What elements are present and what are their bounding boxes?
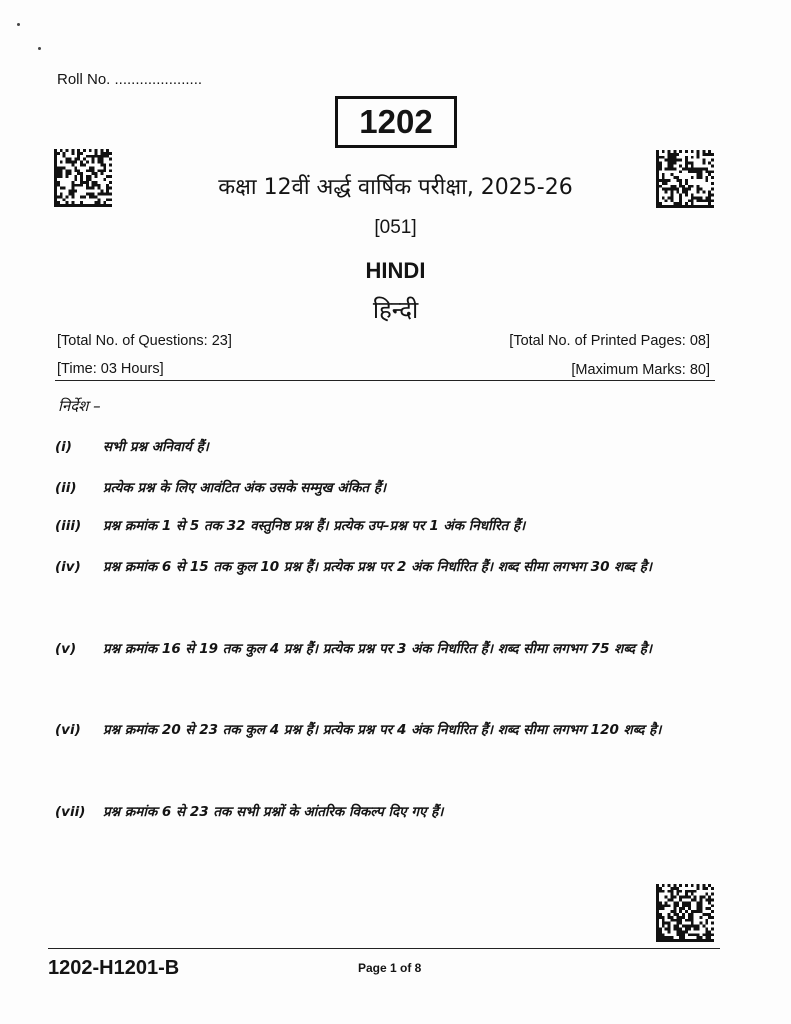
instruction-text: प्रश्न क्रमांक 20 से 23 तक कुल 4 प्रश्न हैं। प्रत्येक प्रश्न पर 4 अंक निर्धारित हैं। शब्द सीमा लगभग 120 शब्द है। [103,722,662,738]
footer-paper-code: 1202-H1201-B [48,957,180,979]
subject-english: HINDI [365,258,426,283]
subject-hindi: हिन्दी [372,296,419,324]
instruction-number: (iii) [55,518,82,534]
instruction-item [55,545,720,589]
instruction-item [55,708,720,752]
paper-code: [051] [374,217,417,238]
time-allowed: [Time: 03 Hours] [57,361,164,377]
instruction-item [55,627,720,671]
instruction-item [55,790,720,834]
instructions-heading: निर्देश – [58,397,101,415]
qr-code-icon [656,884,714,942]
total-pages: [Total No. of Printed Pages: 08] [509,333,710,349]
instruction-number: (iv) [55,559,81,575]
instruction-number: (v) [55,641,77,657]
instruction-text: सभी प्रश्न अनिवार्य हैं। [103,439,209,455]
instruction-number: (ii) [55,480,77,496]
header-divider [55,380,715,381]
instruction-number: (vii) [55,804,86,820]
paper-number-box: 1202 [335,96,457,148]
instruction-text: प्रश्न क्रमांक 16 से 19 तक कुल 4 प्रश्न हैं। प्रत्येक प्रश्न पर 3 अंक निर्धारित हैं। शब्द सीमा लगभग 75 शब्द है। [103,641,652,657]
roll-number-field: Roll No. ..................... [57,71,203,88]
exam-title: कक्षा 12वीं अर्द्ध वार्षिक परीक्षा, 2025-26 [218,175,573,200]
qr-code-icon [54,149,112,207]
instruction-text: प्रश्न क्रमांक 6 से 23 तक सभी प्रश्नों के आंतरिक विकल्प दिए गए हैं। [103,804,444,820]
instruction-text: प्रश्न क्रमांक 1 से 5 तक 32 वस्तुनिष्ठ प्रश्न हैं। प्रत्येक उप–प्रश्न पर 1 अंक निर्धारित हैं। [103,518,526,534]
instruction-number: (vi) [55,722,81,738]
page-number: Page 1 of 8 [358,961,422,975]
instruction-item [55,425,720,469]
total-questions: [Total No. of Questions: 23] [57,333,232,349]
instruction-number: (i) [55,439,72,455]
instruction-item [55,504,720,548]
instruction-text: प्रश्न क्रमांक 6 से 15 तक कुल 10 प्रश्न हैं। प्रत्येक प्रश्न पर 2 अंक निर्धारित हैं। शब्द सीमा लगभग 30 शब्द है। [103,559,652,575]
footer-divider [48,948,720,949]
instruction-text: प्रत्येक प्रश्न के लिए आवंटित अंक उसके सम्मुख अंकित हैं। [103,480,387,496]
maximum-marks: [Maximum Marks: 80] [571,362,710,378]
